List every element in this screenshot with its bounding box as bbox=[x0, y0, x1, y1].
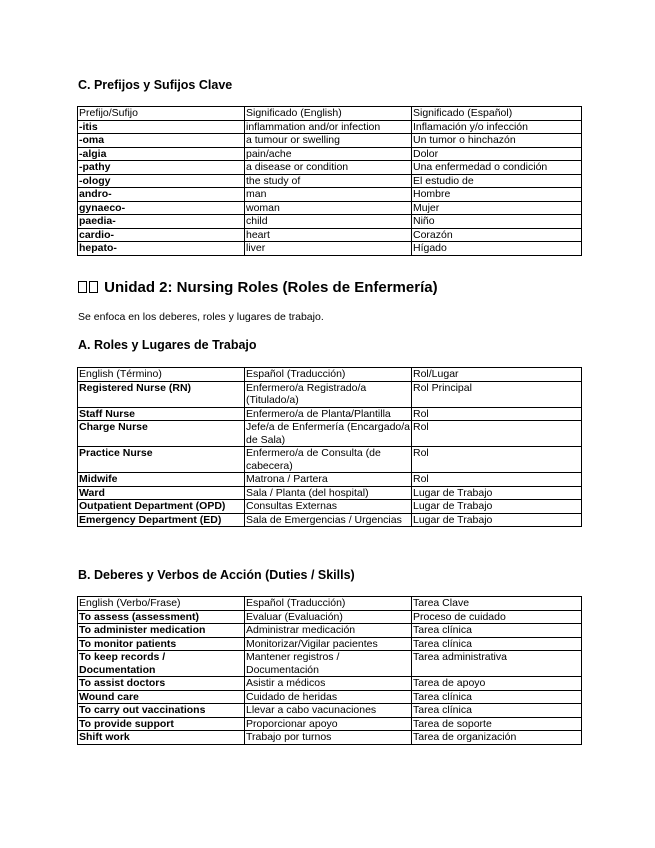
term-cell: gynaeco- bbox=[78, 201, 245, 215]
term-cell: Registered Nurse (RN) bbox=[78, 381, 245, 407]
spanish-cell: Asistir a médicos bbox=[245, 677, 412, 691]
table-row bbox=[78, 624, 582, 638]
english-cell: man bbox=[245, 188, 412, 202]
term-cell: Shift work bbox=[78, 731, 245, 745]
term-cell: andro- bbox=[78, 188, 245, 202]
role-cell: Rol bbox=[412, 473, 582, 487]
table-row bbox=[78, 134, 582, 148]
spanish-cell: Monitorizar/Vigilar pacientes bbox=[245, 637, 412, 651]
table-row bbox=[78, 228, 582, 242]
spanish-cell: Jefe/a de Enfermería (Encargado/a de Sala) bbox=[246, 421, 411, 446]
header-cell: English (Término) bbox=[78, 368, 245, 382]
spanish-cell: Cuidado de heridas bbox=[245, 690, 412, 704]
header-cell: Prefijo/Sufijo bbox=[78, 107, 245, 121]
task-cell: Proceso de cuidado bbox=[412, 610, 582, 624]
english-cell: heart bbox=[245, 228, 412, 242]
english-cell: a tumour or swelling bbox=[245, 134, 412, 148]
term-cell: To monitor patients bbox=[78, 637, 245, 651]
table-row bbox=[78, 473, 582, 487]
table-row bbox=[78, 421, 582, 447]
missing-glyph-icon bbox=[78, 281, 87, 293]
spanish-cell: Evaluar (Evaluación) bbox=[245, 610, 412, 624]
english-cell: a disease or condition bbox=[245, 161, 412, 175]
header-cell: Tarea Clave bbox=[412, 597, 582, 611]
task-cell: Tarea clínica bbox=[412, 704, 582, 718]
table-header-row bbox=[78, 597, 582, 611]
roles-heading: A. Roles y Lugares de Trabajo bbox=[78, 338, 257, 352]
spanish-cell: Enfermero/a de Consulta (de cabecera) bbox=[245, 447, 412, 473]
term-cell: cardio- bbox=[78, 228, 245, 242]
table-row bbox=[78, 188, 582, 202]
table-row bbox=[78, 500, 582, 514]
role-cell: Rol Principal bbox=[412, 381, 582, 407]
spanish-cell: Sala de Emergencias / Urgencias bbox=[245, 513, 412, 527]
header-cell: Significado (English) bbox=[245, 107, 412, 121]
spanish-cell: Enfermero/a Registrado/a (Titulado/a) bbox=[245, 381, 412, 407]
term-cell: Midwife bbox=[78, 473, 245, 487]
task-cell: Tarea de organización bbox=[412, 731, 582, 745]
unit-title bbox=[78, 279, 438, 297]
table-row bbox=[78, 610, 582, 624]
spanish-cell: Proporcionar apoyo bbox=[245, 717, 412, 731]
table-header-row bbox=[78, 368, 582, 382]
table-row bbox=[78, 120, 582, 134]
table-row bbox=[78, 486, 582, 500]
task-cell: Tarea de soporte bbox=[412, 717, 582, 731]
spanish-cell: Matrona / Partera bbox=[245, 473, 412, 487]
spanish-cell: Administrar medicación bbox=[245, 624, 412, 638]
header-cell: Rol/Lugar bbox=[412, 368, 582, 382]
spanish-cell: Una enfermedad o condición bbox=[412, 161, 582, 175]
task-cell: Tarea clínica bbox=[412, 690, 582, 704]
table-row bbox=[78, 717, 582, 731]
task-cell: Tarea de apoyo bbox=[412, 677, 582, 691]
table-row bbox=[78, 447, 582, 473]
spanish-cell: Un tumor o hinchazón bbox=[412, 134, 582, 148]
header-cell: Español (Traducción) bbox=[245, 368, 412, 382]
prefixes-heading: C. Prefijos y Sufijos Clave bbox=[78, 78, 233, 92]
english-cell: woman bbox=[245, 201, 412, 215]
term-cell: -oma bbox=[78, 134, 245, 148]
table-row bbox=[78, 381, 582, 407]
spanish-cell: Sala / Planta (del hospital) bbox=[245, 486, 412, 500]
spanish-cell: Llevar a cabo vacunaciones bbox=[245, 704, 412, 718]
spanish-cell: Consultas Externas bbox=[245, 500, 412, 514]
header-cell: Significado (Español) bbox=[412, 107, 582, 121]
table-row bbox=[78, 651, 582, 677]
term-cell: -algia bbox=[78, 147, 245, 161]
term-cell: -itis bbox=[78, 120, 245, 134]
table-row bbox=[78, 704, 582, 718]
term-cell: -ology bbox=[78, 174, 245, 188]
task-cell: Tarea clínica bbox=[412, 624, 582, 638]
english-cell: liver bbox=[245, 242, 412, 256]
roles-table bbox=[77, 367, 582, 527]
term-cell: Ward bbox=[78, 486, 245, 500]
spanish-cell: Hombre bbox=[412, 188, 582, 202]
role-cell: Rol bbox=[412, 447, 582, 473]
english-cell: the study of bbox=[245, 174, 412, 188]
term-cell: Staff Nurse bbox=[78, 407, 245, 421]
term-cell: Emergency Department (ED) bbox=[78, 513, 245, 527]
role-cell: Rol bbox=[412, 407, 582, 421]
table-row bbox=[78, 637, 582, 651]
unit-title-text: Unidad 2: Nursing Roles (Roles de Enfermería) bbox=[104, 279, 438, 296]
spanish-cell: Hígado bbox=[412, 242, 582, 256]
table-row bbox=[78, 147, 582, 161]
term-cell: Wound care bbox=[78, 690, 245, 704]
unit-intro: Se enfoca en los deberes, roles y lugares de trabajo. bbox=[78, 311, 324, 323]
spanish-cell: El estudio de bbox=[412, 174, 582, 188]
english-cell: pain/ache bbox=[245, 147, 412, 161]
term-cell: To assess (assessment) bbox=[78, 610, 245, 624]
spanish-cell: Dolor bbox=[412, 147, 582, 161]
term-cell: To keep records / Documentation bbox=[78, 651, 245, 677]
spanish-cell: Niño bbox=[412, 215, 582, 229]
term-cell: Practice Nurse bbox=[78, 447, 245, 473]
table-row bbox=[78, 215, 582, 229]
spanish-cell: Trabajo por turnos bbox=[245, 731, 412, 745]
prefixes-table bbox=[77, 106, 582, 256]
spanish-cell: Mantener registros / Documentación bbox=[245, 651, 412, 677]
term-cell: paedia- bbox=[78, 215, 245, 229]
spanish-cell: Mujer bbox=[412, 201, 582, 215]
term-cell: -pathy bbox=[78, 161, 245, 175]
role-cell: Lugar de Trabajo bbox=[412, 500, 582, 514]
table-row bbox=[78, 161, 582, 175]
table-row bbox=[78, 174, 582, 188]
table-row bbox=[78, 513, 582, 527]
header-cell: English (Verbo/Frase) bbox=[78, 597, 245, 611]
term-cell: To carry out vaccinations bbox=[78, 704, 245, 718]
table-row bbox=[78, 731, 582, 745]
table-row bbox=[78, 242, 582, 256]
duties-table bbox=[77, 596, 582, 745]
spanish-cell: Corazón bbox=[412, 228, 582, 242]
term-cell: To provide support bbox=[78, 717, 245, 731]
term-cell: To administer medication bbox=[78, 624, 245, 638]
term-cell: Charge Nurse bbox=[78, 421, 245, 447]
role-cell: Rol bbox=[412, 421, 582, 447]
term-cell: hepato- bbox=[78, 242, 245, 256]
header-cell: Español (Traducción) bbox=[245, 597, 412, 611]
term-cell: To assist doctors bbox=[78, 677, 245, 691]
spanish-cell: Inflamación y/o infección bbox=[412, 120, 582, 134]
missing-glyph-icon bbox=[89, 281, 98, 293]
role-cell: Lugar de Trabajo bbox=[412, 513, 582, 527]
table-row bbox=[78, 407, 582, 421]
english-cell: inflammation and/or infection bbox=[245, 120, 412, 134]
task-cell: Tarea administrativa bbox=[412, 651, 582, 677]
role-cell: Lugar de Trabajo bbox=[412, 486, 582, 500]
table-header-row bbox=[78, 107, 582, 121]
term-cell: Outpatient Department (OPD) bbox=[78, 500, 245, 514]
task-cell: Tarea clínica bbox=[412, 637, 582, 651]
table-row bbox=[78, 690, 582, 704]
duties-heading: B. Deberes y Verbos de Acción (Duties / Skills) bbox=[78, 568, 355, 582]
english-cell: child bbox=[245, 215, 412, 229]
spanish-cell: Enfermero/a de Planta/Plantilla bbox=[245, 407, 412, 421]
table-row bbox=[78, 201, 582, 215]
table-row bbox=[78, 677, 582, 691]
